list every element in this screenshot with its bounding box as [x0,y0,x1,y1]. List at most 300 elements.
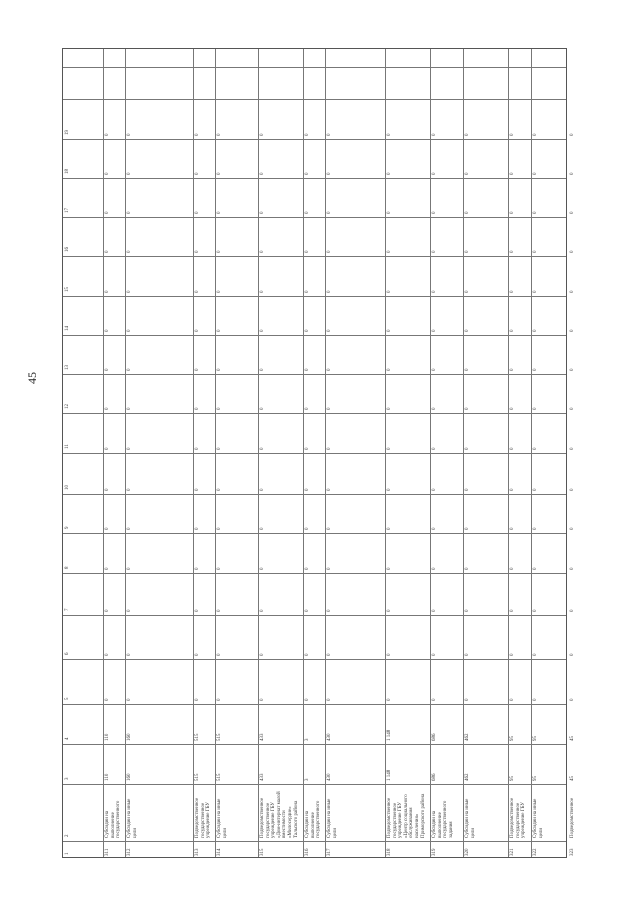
row-name-line: государственное [265,802,271,838]
cell-value: 0 [217,653,222,656]
cell-value: 0 [127,172,132,175]
cell-value: 160 [127,733,132,741]
cell-value: 0 [217,329,222,332]
cell-value: 0 [327,698,332,701]
page-number: 45 [25,372,39,384]
cell-value: 0 [327,488,332,491]
cell-value: 0 [570,488,575,491]
column-header-number: 2 [65,834,70,837]
cell-value: 0 [387,407,392,410]
column-rule [63,413,566,414]
cell-value: 0 [195,698,200,701]
cell-value: 0 [105,172,110,175]
cell-value: 0 [105,447,110,450]
row-name-line: цели [332,827,338,838]
cell-value: 0 [570,527,575,530]
cell-value: 0 [533,172,538,175]
row-id: 322 [533,848,538,856]
cell-value: 0 [305,407,310,410]
cell-value: 0 [465,567,470,570]
cell-value: 160 [127,773,132,781]
column-header-number: 6 [65,652,70,655]
cell-value: 0 [533,567,538,570]
cell-value: 515 [217,773,222,781]
row-rule [430,49,431,857]
cell-value: 0 [533,698,538,701]
column-header-number: 5 [65,697,70,700]
row-name-line: Субсидии на [305,810,310,838]
row-name-line: Подведомственное [195,797,200,838]
cell-value: 0 [305,653,310,656]
cell-value: 45 [570,736,575,741]
row-name-line: Приморского района [420,793,426,838]
row-name-line: государственного [443,800,449,838]
cell-value: 0 [217,488,222,491]
row-name-line: Субсидии на иные [127,798,132,838]
cell-value: 0 [260,250,265,253]
cell-value: 0 [105,653,110,656]
cell-value: 0 [195,407,200,410]
cell-value: 0 [387,211,392,214]
cell-value: 0 [105,527,110,530]
row-name-line: Подведомственное [570,797,575,838]
cell-value: 0 [465,447,470,450]
cell-value: 0 [387,527,392,530]
cell-value: 0 [305,368,310,371]
cell-value: 0 [387,567,392,570]
cell-value: 0 [305,447,310,450]
cell-value: 0 [570,653,575,656]
cell-value: 430 [327,773,332,781]
cell-value: 0 [327,653,332,656]
cell-value: 0 [327,368,332,371]
cell-value: 0 [510,368,515,371]
row-name-line: государственное [515,802,521,838]
cell-value: 0 [327,447,332,450]
row-id: 319 [432,848,437,856]
cell-value: 0 [105,407,110,410]
cell-value: 0 [195,653,200,656]
row-name-line: Субсидии на иные [465,798,470,838]
row-id: 320 [465,848,470,856]
row-rule [463,49,464,857]
row-name-line: цели [132,827,138,838]
column-rule [63,494,566,495]
cell-value: 0 [217,133,222,136]
row-id: 313 [195,848,200,856]
row-name-line: цели [470,827,476,838]
cell-value: 0 [127,329,132,332]
cell-value: 0 [127,567,132,570]
column-rule [63,178,566,179]
row-rule [103,49,104,857]
cell-value: 1 148 [387,729,392,741]
row-rule [303,49,304,857]
cell-value: 0 [432,250,437,253]
cell-value: 0 [327,609,332,612]
column-rule [63,99,566,100]
cell-value: 0 [533,133,538,136]
cell-value: 0 [533,447,538,450]
row-rule [125,49,126,857]
column-header-number: 3 [65,777,70,780]
cell-value: 0 [533,329,538,332]
cell-value: 0 [195,527,200,530]
cell-value: 95 [533,776,538,781]
cell-value: 0 [465,609,470,612]
cell-value: 0 [432,653,437,656]
row-id: 311 [105,848,110,856]
row-name-line: учреждение ГБУ [206,802,212,838]
cell-value: 0 [533,407,538,410]
cell-value: 0 [387,609,392,612]
cell-value: 0 [127,211,132,214]
cell-value: 0 [465,698,470,701]
cell-value: 0 [195,211,200,214]
cell-value: 0 [510,447,515,450]
cell-value: 0 [327,290,332,293]
column-rule [63,744,566,745]
cell-value: 686 [432,733,437,741]
cell-value: 0 [105,329,110,332]
cell-value: 433 [260,773,265,781]
cell-value: 0 [105,488,110,491]
cell-value: 0 [387,368,392,371]
cell-value: 0 [510,250,515,253]
cell-value: 0 [533,609,538,612]
cell-value: 3 [305,778,310,781]
cell-value: 0 [387,329,392,332]
cell-value: 0 [432,172,437,175]
cell-value: 0 [305,488,310,491]
cell-value: 0 [305,290,310,293]
column-header-number: 8 [65,566,70,569]
budget-table [62,48,575,858]
cell-value: 0 [465,250,470,253]
cell-value: 0 [510,407,515,410]
cell-value: 0 [217,290,222,293]
cell-value: 0 [195,172,200,175]
cell-value: 0 [195,609,200,612]
cell-value: 0 [195,290,200,293]
cell-value: 0 [105,698,110,701]
cell-value: 0 [465,368,470,371]
cell-value: 515 [217,733,222,741]
cell-value: 0 [510,133,515,136]
cell-value: 0 [260,653,265,656]
column-header-number: 14 [65,326,70,331]
cell-value: 0 [305,211,310,214]
cell-value: 0 [327,172,332,175]
cell-value: 0 [327,329,332,332]
cell-value: 0 [570,172,575,175]
cell-value: 0 [465,527,470,530]
cell-value: 0 [260,211,265,214]
cell-value: 0 [510,488,515,491]
row-rule [325,49,326,857]
cell-value: 0 [570,407,575,410]
row-name-line: государственного [116,800,122,838]
cell-value: 95 [510,736,515,741]
cell-value: 0 [305,172,310,175]
column-rule [63,217,566,218]
row-id: 314 [217,848,222,856]
row-name-line: обслуживания [409,807,415,838]
column-header-number: 17 [65,208,70,213]
row-name-line: учреждение ГБУ [398,802,404,838]
cell-value: 0 [217,567,222,570]
cell-value: 0 [510,653,515,656]
row-name-line: Субсидии на [432,810,437,838]
cell-value: 0 [387,447,392,450]
row-rule [508,49,509,857]
cell-value: 0 [510,290,515,293]
cell-value: 0 [195,488,200,491]
cell-value: 0 [305,329,310,332]
row-name-line: выполнение [110,812,116,838]
cell-value: 0 [432,488,437,491]
column-header-number: 18 [65,169,70,174]
cell-value: 0 [465,329,470,332]
column-header-number: 16 [65,247,70,252]
column-rule [63,256,566,257]
cell-value: 0 [432,698,437,701]
row-id: 312 [127,848,132,856]
cell-value: 0 [260,567,265,570]
cell-value: 0 [305,698,310,701]
row-name-line: Субсидии на иные [217,798,222,838]
cell-value: 0 [217,172,222,175]
column-rule [63,615,566,616]
cell-value: 0 [327,527,332,530]
cell-value: 0 [105,290,110,293]
column-header-number: 1 [65,852,70,855]
cell-value: 0 [387,290,392,293]
cell-value: 0 [387,172,392,175]
row-name-line: Подведомственное [510,797,515,838]
cell-value: 0 [465,488,470,491]
cell-value: 0 [465,407,470,410]
cell-value: 0 [570,609,575,612]
cell-value: 0 [217,407,222,410]
cell-value: 0 [217,250,222,253]
row-name-line: «Милосердие» [288,806,293,838]
column-rule [63,573,566,574]
cell-value: 0 [387,133,392,136]
cell-value: 0 [195,567,200,570]
cell-value: 0 [195,250,200,253]
row-id: 316 [305,848,310,856]
column-rule [63,335,566,336]
cell-value: 0 [260,172,265,175]
cell-value: 0 [432,211,437,214]
row-name-line: выполнение [437,812,443,838]
column-header-number: 13 [65,365,70,370]
cell-value: 0 [465,172,470,175]
cell-value: 0 [127,609,132,612]
cell-value: 0 [305,567,310,570]
cell-value: 0 [570,211,575,214]
column-header-number: 7 [65,608,70,611]
cell-value: 0 [387,488,392,491]
cell-value: 0 [105,133,110,136]
cell-value: 0 [217,368,222,371]
cell-value: 0 [570,329,575,332]
cell-value: 0 [327,250,332,253]
cell-value: 0 [217,527,222,530]
row-id: 317 [327,848,332,856]
cell-value: 0 [260,290,265,293]
cell-value: 0 [432,368,437,371]
cell-value: 0 [217,698,222,701]
cell-value: 462 [465,733,470,741]
cell-value: 0 [327,407,332,410]
cell-value: 0 [127,447,132,450]
row-name-line: учреждение ГБУ [521,802,527,838]
cell-value: 0 [465,211,470,214]
cell-value: 0 [260,447,265,450]
row-id: 323 [570,848,575,856]
cell-value: 110 [105,773,110,781]
cell-value: 0 [432,329,437,332]
cell-value: 0 [510,211,515,214]
cell-value: 0 [260,698,265,701]
row-name-line: Тальского района [293,800,299,838]
cell-value: 0 [533,250,538,253]
cell-value: 45 [570,776,575,781]
cell-value: 0 [105,567,110,570]
cell-value: 1 148 [387,769,392,781]
cell-value: 3 [305,738,310,741]
cell-value: 0 [432,447,437,450]
row-name-line: цели [538,827,544,838]
cell-value: 0 [465,290,470,293]
cell-value: 0 [570,368,575,371]
column-rule [63,67,566,68]
row-rule [193,49,194,857]
cell-value: 515 [195,773,200,781]
cell-value: 0 [127,368,132,371]
cell-value: 0 [387,250,392,253]
cell-value: 0 [127,653,132,656]
cell-value: 462 [465,773,470,781]
row-name-line: «Центр социального [403,794,409,838]
row-name-line: населения» [415,813,420,838]
column-header-number: 10 [65,485,70,490]
column-rule [63,704,566,705]
cell-value: 0 [510,329,515,332]
column-rule [63,374,566,375]
cell-value: 0 [510,609,515,612]
cell-value: 0 [387,698,392,701]
row-name-line: Субсидии на иные [533,798,538,838]
row-name-line: учреждение ГБУ [271,802,277,838]
cell-value: 0 [533,290,538,293]
cell-value: 0 [217,609,222,612]
row-name-line: задания [448,821,454,838]
cell-value: 0 [105,609,110,612]
cell-value: 0 [217,447,222,450]
cell-value: 0 [533,368,538,371]
column-rule [63,784,566,785]
cell-value: 0 [127,488,132,491]
cell-value: 0 [105,211,110,214]
cell-value: 0 [432,567,437,570]
row-name-line: цели [222,827,228,838]
cell-value: 433 [260,733,265,741]
cell-value: 0 [217,211,222,214]
cell-value: 0 [260,368,265,371]
cell-value: 0 [570,133,575,136]
cell-value: 0 [533,211,538,214]
cell-value: 95 [510,776,515,781]
row-rule [531,49,532,857]
cell-value: 0 [432,290,437,293]
column-header-number: 4 [65,737,70,740]
cell-value: 0 [127,407,132,410]
cell-value: 0 [127,290,132,293]
cell-value: 0 [305,250,310,253]
cell-value: 0 [305,609,310,612]
cell-value: 0 [327,211,332,214]
cell-value: 0 [195,133,200,136]
cell-value: 0 [570,290,575,293]
cell-value: 95 [533,736,538,741]
column-header-number: 9 [65,526,70,529]
cell-value: 0 [432,133,437,136]
cell-value: 0 [127,698,132,701]
row-rule [385,49,386,857]
cell-value: 0 [432,527,437,530]
cell-value: 0 [510,698,515,701]
cell-value: 0 [127,250,132,253]
cell-value: 0 [260,527,265,530]
column-rule [63,841,566,842]
row-name-line: государственное [392,802,398,838]
cell-value: 0 [260,329,265,332]
cell-value: 0 [327,133,332,136]
cell-value: 0 [465,133,470,136]
column-rule [63,659,566,660]
row-name-line: вместимости [282,810,288,838]
row-name-line: «Дом-интернат малой [276,791,282,838]
cell-value: 0 [465,653,470,656]
cell-value: 0 [387,653,392,656]
cell-value: 0 [533,653,538,656]
cell-value: 0 [570,250,575,253]
row-name-line: Субсидии на [105,810,110,838]
cell-value: 0 [260,609,265,612]
cell-value: 0 [127,133,132,136]
cell-value: 0 [260,488,265,491]
column-header-number: 19 [65,130,70,135]
cell-value: 0 [432,407,437,410]
column-rule [63,139,566,140]
cell-value: 0 [570,567,575,570]
cell-value: 0 [305,527,310,530]
cell-value: 0 [510,527,515,530]
cell-value: 430 [327,733,332,741]
cell-value: 686 [432,773,437,781]
row-id: 318 [387,848,392,856]
column-rule [63,296,566,297]
cell-value: 0 [533,527,538,530]
column-rule [63,453,566,454]
cell-value: 0 [195,329,200,332]
cell-value: 0 [432,609,437,612]
cell-value: 0 [195,368,200,371]
cell-value: 0 [570,698,575,701]
